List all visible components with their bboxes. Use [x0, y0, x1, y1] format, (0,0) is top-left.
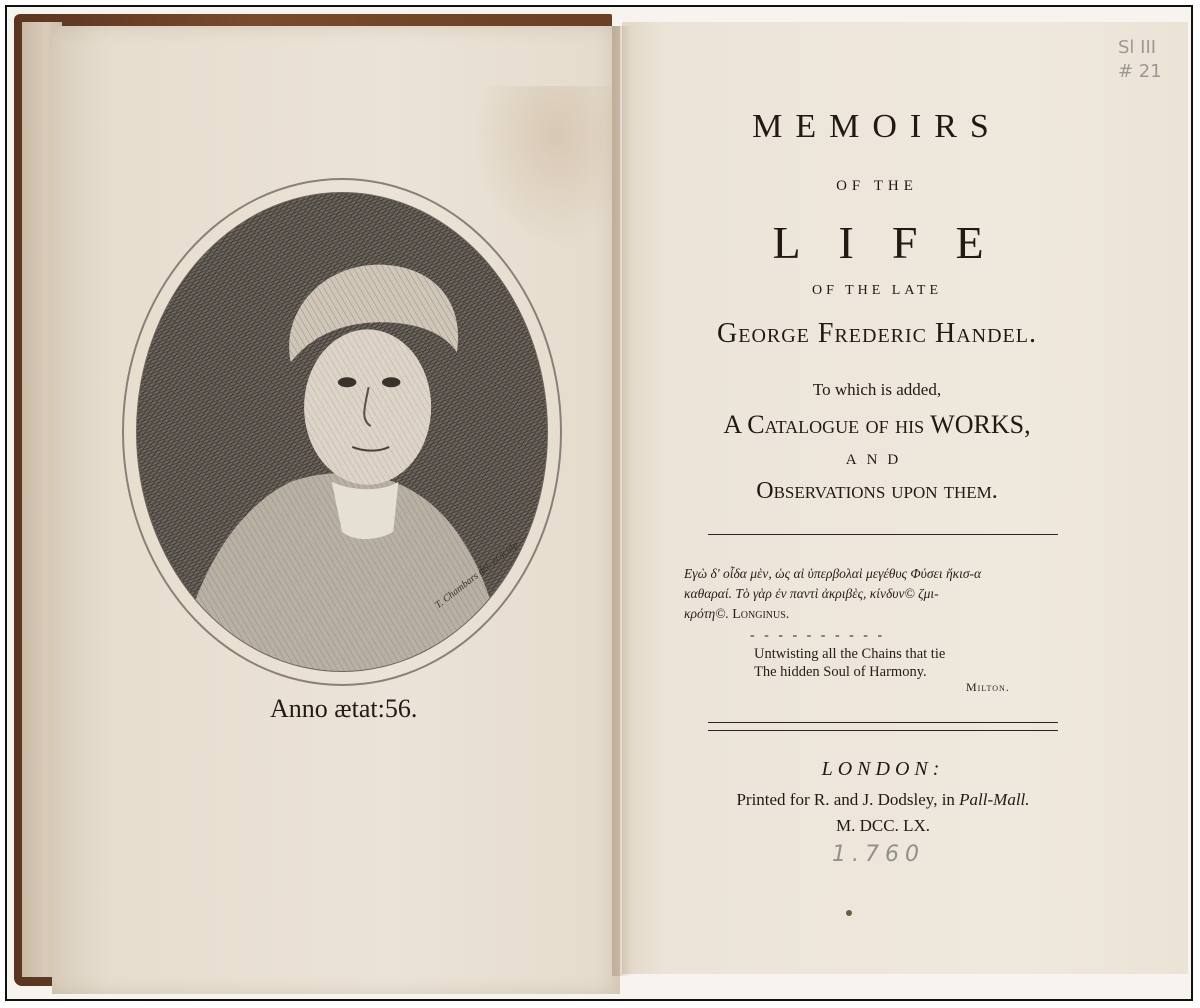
pencil-shelfmark — [1118, 36, 1162, 84]
portrait-oval — [122, 178, 562, 686]
portrait-engraving — [136, 192, 548, 672]
handwritten-year: 1.760 — [832, 842, 925, 867]
imprint-place: Pall-Mall. — [959, 790, 1030, 809]
portrait-caption: Anno ætat:56. — [270, 694, 418, 723]
subject-name: George Frederic Handel. — [717, 318, 1037, 349]
greek-quote-line-3 — [684, 606, 1084, 623]
rule-divider-top — [708, 534, 1058, 535]
engraver-credit: T. Chambars del. et sculp — [433, 539, 521, 611]
milton-quote-line-1: Untwisting all the Chains that tie — [754, 646, 946, 662]
title-life: LIFE — [772, 217, 1022, 268]
portrait-illustration — [137, 193, 547, 671]
imprint-city: LONDON: — [821, 758, 945, 780]
milton-quote-line-2: The hidden Soul of Harmony. — [754, 664, 927, 680]
shelfmark-line: Sl III — [1118, 37, 1157, 58]
title-of-the-late: OF THE LATE — [811, 283, 943, 298]
greek-quote-line-2: καθαραί. Τὸ γὰρ ἐν παντὶ ἀκριβὲς, κίνδυν© ζμι- — [684, 586, 939, 601]
title-memoirs: MEMOIRS — [752, 108, 1002, 145]
milton-attribution: Milton. — [966, 680, 1010, 694]
title-of-the: OF THE — [836, 178, 918, 194]
paper-stain — [472, 86, 612, 246]
imprint-printed-for: Printed for R. and J. Dodsley, in — [736, 790, 955, 809]
greek-quote-end: κρότη©. — [684, 606, 729, 621]
paper-fleck — [846, 910, 852, 916]
imprint-date: M. DCC. LX. — [836, 816, 930, 835]
quote-separator-dashes: - - - - - - - - - - — [750, 628, 886, 643]
to-which-added: To which is added, — [812, 380, 942, 399]
catalogue-line: A Catalogue of his WORKS, — [723, 410, 1031, 439]
and-line: AND — [845, 452, 909, 468]
imprint-printer — [628, 790, 1138, 810]
greek-quote-line-1: Εγὼ δ' οἶδα μὲν, ὡς αἱ ὑπερβολαὶ μεγέθυς Φύσει ἥκισ-α — [684, 566, 982, 581]
greek-quote-author: Longinus. — [732, 607, 790, 622]
observations-line: Observations upon them. — [756, 478, 998, 504]
rule-divider-double-bottom — [708, 730, 1058, 731]
shelfmark-number: # 21 — [1118, 61, 1162, 82]
rule-divider-double-top — [708, 722, 1058, 723]
